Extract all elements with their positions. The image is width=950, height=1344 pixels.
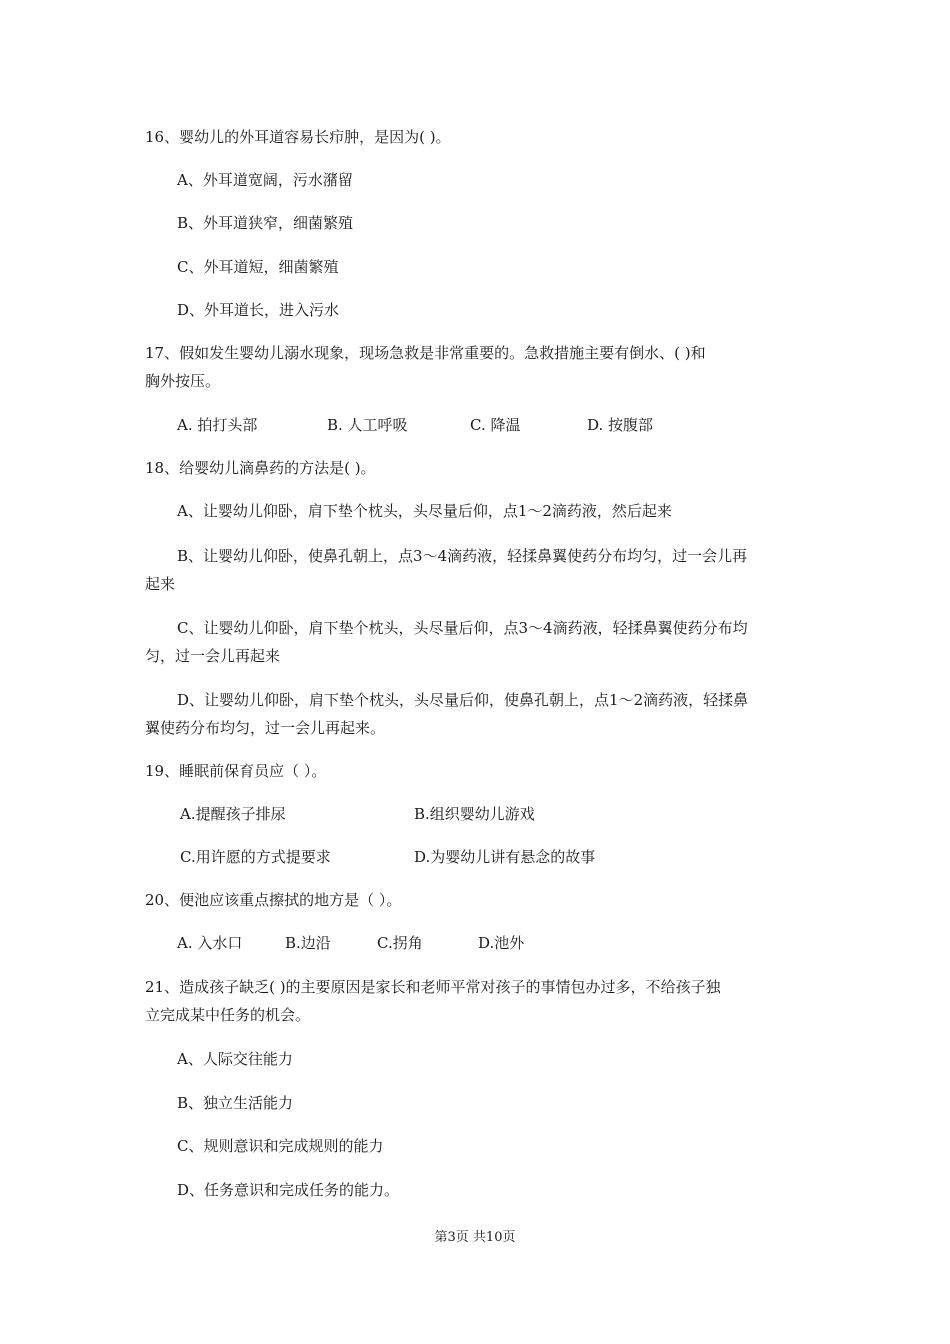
question-21-stem-line-2: 立完成某中任务的机会。 (145, 1006, 311, 1024)
question-18-stem: 18、给婴幼儿滴鼻药的方法是( )。 (145, 459, 376, 477)
question-16-option-a: A、外耳道宽阔，污水潴留 (177, 171, 353, 189)
question-21-option-d: D、任务意识和完成任务的能力。 (177, 1181, 400, 1199)
question-19-option-c: C.用许愿的方式提要求 (180, 848, 331, 866)
question-18-option-b-line-1: B、让婴幼儿仰卧，使鼻孔朝上，点3～4滴药液，轻揉鼻翼使药分布均匀，过一会儿再 (177, 547, 748, 565)
question-21-option-a: A、人际交往能力 (177, 1050, 293, 1068)
question-16-option-d: D、外耳道长，进入污水 (177, 301, 340, 319)
question-18-option-a: A、让婴幼儿仰卧，肩下垫个枕头，头尽量后仰，点1～2滴药液，然后起来 (177, 502, 672, 520)
question-21-stem-line-1: 21、造成孩子缺乏( )的主要原因是家长和老师平常对孩子的事情包办过多，不给孩子独 (145, 978, 721, 996)
question-16-option-c: C、外耳道短，细菌繁殖 (177, 258, 339, 276)
question-20-option-d: D.池外 (478, 934, 525, 952)
question-20-option-a: A. 入水口 (177, 934, 243, 952)
question-21-option-b: B、独立生活能力 (177, 1094, 294, 1112)
question-17-stem-line-2: 胸外按压。 (145, 372, 221, 390)
question-16-option-b: B、外耳道狭窄，细菌繁殖 (177, 214, 354, 232)
question-19-option-a: A.提醒孩子排尿 (180, 805, 286, 823)
question-18-option-d-line-2: 翼使药分布均匀，过一会儿再起来。 (145, 719, 386, 737)
question-18-option-d-line-1: D、让婴幼儿仰卧，肩下垫个枕头，头尽量后仰，使鼻孔朝上，点1～2滴药液，轻揉鼻 (177, 691, 749, 709)
question-19-option-d: D.为婴幼儿讲有悬念的故事 (414, 848, 596, 866)
question-18-option-c-line-2: 匀，过一会儿再起来 (145, 647, 281, 665)
question-21-option-c: C、规则意识和完成规则的能力 (177, 1137, 384, 1155)
question-17-stem-line-1: 17、假如发生婴幼儿溺水现象，现场急救是非常重要的。急救措施主要有倒水、( )和 (145, 344, 706, 362)
question-18-option-c-line-1: C、让婴幼儿仰卧，肩下垫个枕头，头尽量后仰，点3～4滴药液，轻揉鼻翼使药分布均 (177, 619, 748, 637)
question-17-option-b: B. 人工呼吸 (327, 416, 408, 434)
question-17-option-a: A. 拍打头部 (177, 416, 258, 434)
question-20-option-b: B.边沿 (285, 934, 331, 952)
page-number-footer: 第3页 共10页 (434, 1230, 516, 1245)
question-17-option-d: D. 按腹部 (587, 416, 654, 434)
question-19-stem: 19、睡眠前保育员应（ ）。 (145, 762, 327, 780)
question-17-option-c: C. 降温 (470, 416, 521, 434)
question-20-stem: 20、便池应该重点擦拭的地方是（ ）。 (145, 891, 402, 909)
question-16-stem: 16、婴幼儿的外耳道容易长疖肿，是因为( )。 (145, 128, 451, 146)
question-19-option-b: B.组织婴幼儿游戏 (414, 805, 535, 823)
question-20-option-c: C.拐角 (377, 934, 423, 952)
question-18-option-b-line-2: 起来 (145, 575, 176, 593)
